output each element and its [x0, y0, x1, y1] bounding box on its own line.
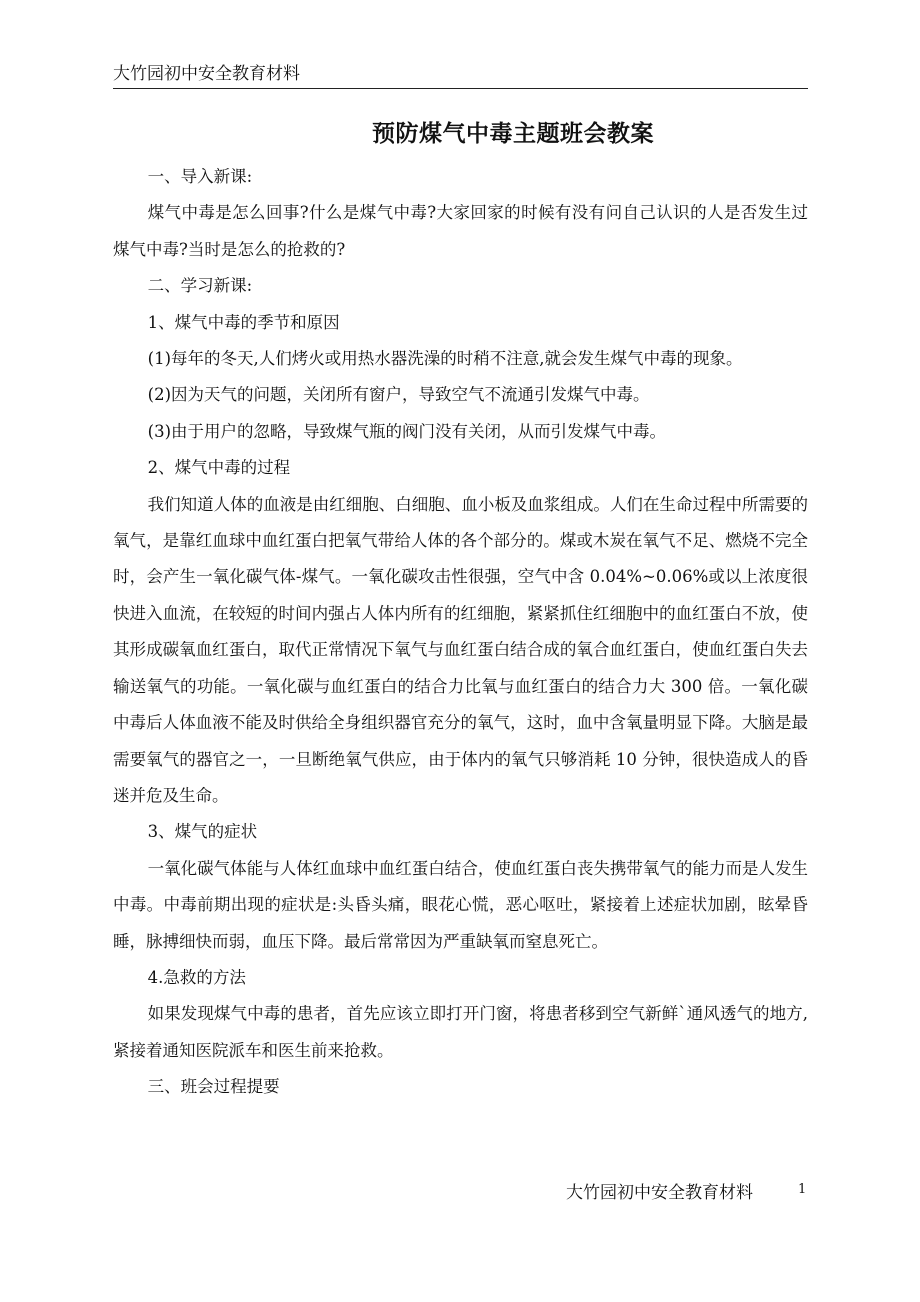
page-header: 大竹园初中安全教育材料 [113, 62, 808, 89]
paragraph-symptoms: 一氧化碳气体能与人体红血球中血红蛋白结合，使血红蛋白丧失携带氧气的能力而是人发生中毒。中毒前期出现的症状是:头昏头痛，眼花心慌，恶心呕吐，紧接着上述症状加剧，眩晕昏睡，脉搏细快而弱，血压下降。最后常常因为严重缺氧而窒息死亡。 [113, 858, 808, 951]
section-heading-process-outline: 三、班会过程提要 [147, 1077, 280, 1097]
page-number: 1 [798, 1182, 807, 1197]
page-footer: 大竹园初中安全教育材料 [566, 1183, 753, 1203]
subheading-season-cause: 1、煤气中毒的季节和原因 [147, 312, 340, 332]
subheading-first-aid: 4.急救的方法 [147, 967, 246, 987]
list-item-cause-1: (1)每年的冬天,人们烤火或用热水器洗澡的时稍不注意,就会发生煤气中毒的现象。 [147, 349, 743, 369]
subheading-symptoms: 3、煤气的症状 [147, 822, 258, 842]
document-title: 预防煤气中毒主题班会教案 [372, 120, 654, 147]
list-item-cause-2: (2)因为天气的问题，关闭所有窗户，导致空气不流通引发煤气中毒。 [147, 385, 650, 405]
section-heading-intro: 一、导入新课: [147, 167, 253, 186]
section-heading-learning: 二、学习新课: [147, 276, 253, 296]
document-body [113, 159, 808, 1106]
paragraph-first-aid: 如果发现煤气中毒的患者，首先应该立即打开门窗，将患者移到空气新鲜`通风透气的地方,紧接着通知医院派车和医生前来抢救。 [113, 1004, 808, 1060]
paragraph-intro: 煤气中毒是怎么回事?什么是煤气中毒?大家回家的时候有没有问自己认识的人是否发生过煤气中毒?当时是怎么的抢救的? [113, 203, 808, 259]
subheading-process: 2、煤气中毒的过程 [147, 458, 291, 478]
list-item-cause-3: (3)由于用户的忽略，导致煤气瓶的阀门没有关闭，从而引发煤气中毒。 [147, 421, 667, 441]
paragraph-process: 我们知道人体的血液是由红细胞、白细胞、血小板及血浆组成。人们在生命过程中所需要的氧气，是靠红血球中血红蛋白把氧气带给人体的各个部分的。煤或木炭在氧气不足、燃烧不完全时，会产生一氧化碳气体-煤气。一氧化碳攻击性很强，空气中含 0.04%~0.06%或以上浓度很快进入血流，在较短的时间内强占人体内所有的红细胞，紧紧抓住红细胞中的血红蛋白不放，使其形成碳氧血红蛋白，取代正常情况下氧气与血红蛋白结合成的氧合血红蛋白，使血红蛋白失去输送氧气的功能。一氧化碳与血红蛋白的结合力比氧与血红蛋白的结合力大 300 倍。一氧化碳中毒后人体血液不能及时供给全身组织器官充分的氧气，这时，血中含氧量明显下降。大脑是最需要氧气的器官之一，一旦断绝氧气供应，由于体内的氧气只够消耗 10 分钟，很快造成人的昏迷并危及生命。 [113, 494, 808, 805]
